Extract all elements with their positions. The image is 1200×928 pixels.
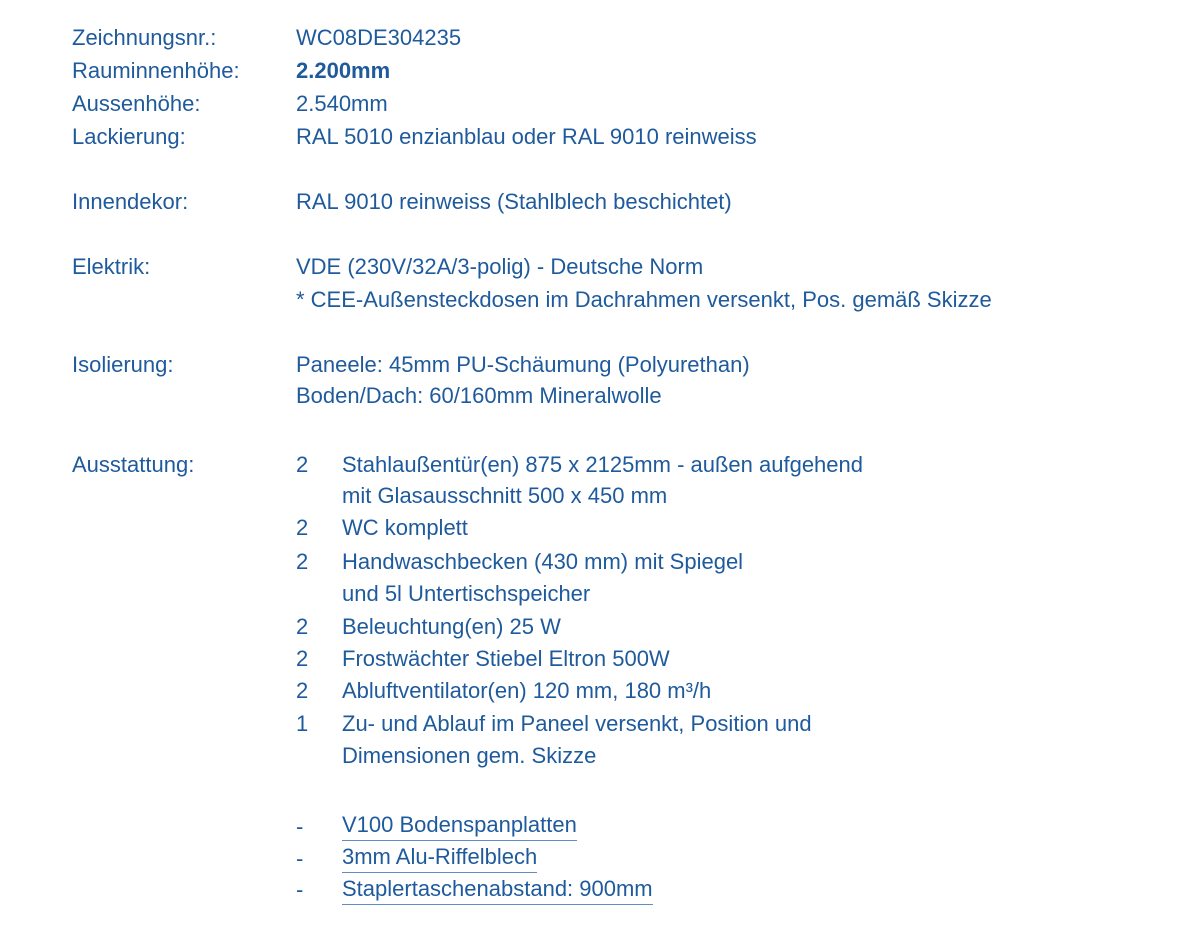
option-item: V100 Bodenspanplatten xyxy=(342,810,577,841)
item-text: Abluftventilator(en) 120 mm, 180 m³/h xyxy=(342,678,712,703)
value-rauminnenhoehe: 2.200mm xyxy=(296,58,391,83)
option-item: 3mm Alu-Riffelblech xyxy=(342,842,537,873)
item-text: und 5l Untertischspeicher xyxy=(342,581,591,606)
item-qty: 2 xyxy=(296,646,309,671)
value-isolierung-line-2: Boden/Dach: 60/160mm Mineralwolle xyxy=(296,383,662,408)
label-ausstattung: Ausstattung: xyxy=(72,452,195,477)
option-item: Staplertaschenabstand: 900mm xyxy=(342,874,653,905)
label-innendekor: Innendekor: xyxy=(72,189,189,214)
item-text: mit Glasausschnitt 500 x 450 mm xyxy=(342,483,668,508)
value-elektrik-line-2: * CEE-Außensteckdosen im Dachrahmen versenkt, Pos. gemäß Skizze xyxy=(296,287,992,312)
label-elektrik: Elektrik: xyxy=(72,254,151,279)
item-text: Stahlaußentür(en) 875 x 2125mm - außen aufgehend xyxy=(342,452,863,477)
option-bullet: - xyxy=(296,846,304,871)
item-text: Zu- und Ablauf im Paneel versenkt, Position und xyxy=(342,711,812,736)
label-rauminnenhoehe: Rauminnenhöhe: xyxy=(72,58,240,83)
item-qty: 2 xyxy=(296,614,309,639)
item-text: Handwaschbecken (430 mm) mit Spiegel xyxy=(342,549,744,574)
item-qty: 2 xyxy=(296,678,309,703)
item-text: Frostwächter Stiebel Eltron 500W xyxy=(342,646,670,671)
label-isolierung: Isolierung: xyxy=(72,352,174,377)
label-lackierung: Lackierung: xyxy=(72,124,186,149)
item-qty: 2 xyxy=(296,452,309,477)
item-qty: 2 xyxy=(296,515,309,540)
option-bullet: - xyxy=(296,877,304,902)
value-elektrik-line-1: VDE (230V/32A/3-polig) - Deutsche Norm xyxy=(296,254,704,279)
value-innendekor: RAL 9010 reinweiss (Stahlblech beschichtet) xyxy=(296,189,732,214)
item-qty: 2 xyxy=(296,549,309,574)
value-isolierung-line-1: Paneele: 45mm PU-Schäumung (Polyurethan) xyxy=(296,352,750,377)
item-text: Dimensionen gem. Skizze xyxy=(342,743,597,768)
value-zeichnungsnr: WC08DE304235 xyxy=(296,25,462,50)
option-bullet: - xyxy=(296,814,304,839)
item-qty: 1 xyxy=(296,711,309,736)
item-text: Beleuchtung(en) 25 W xyxy=(342,614,561,639)
label-aussenhoehe: Aussenhöhe: xyxy=(72,91,201,116)
value-aussenhoehe: 2.540mm xyxy=(296,91,388,116)
item-text: WC komplett xyxy=(342,515,468,540)
value-lackierung: RAL 5010 enzianblau oder RAL 9010 reinweiss xyxy=(296,124,757,149)
label-zeichnungsnr: Zeichnungsnr.: xyxy=(72,25,217,50)
